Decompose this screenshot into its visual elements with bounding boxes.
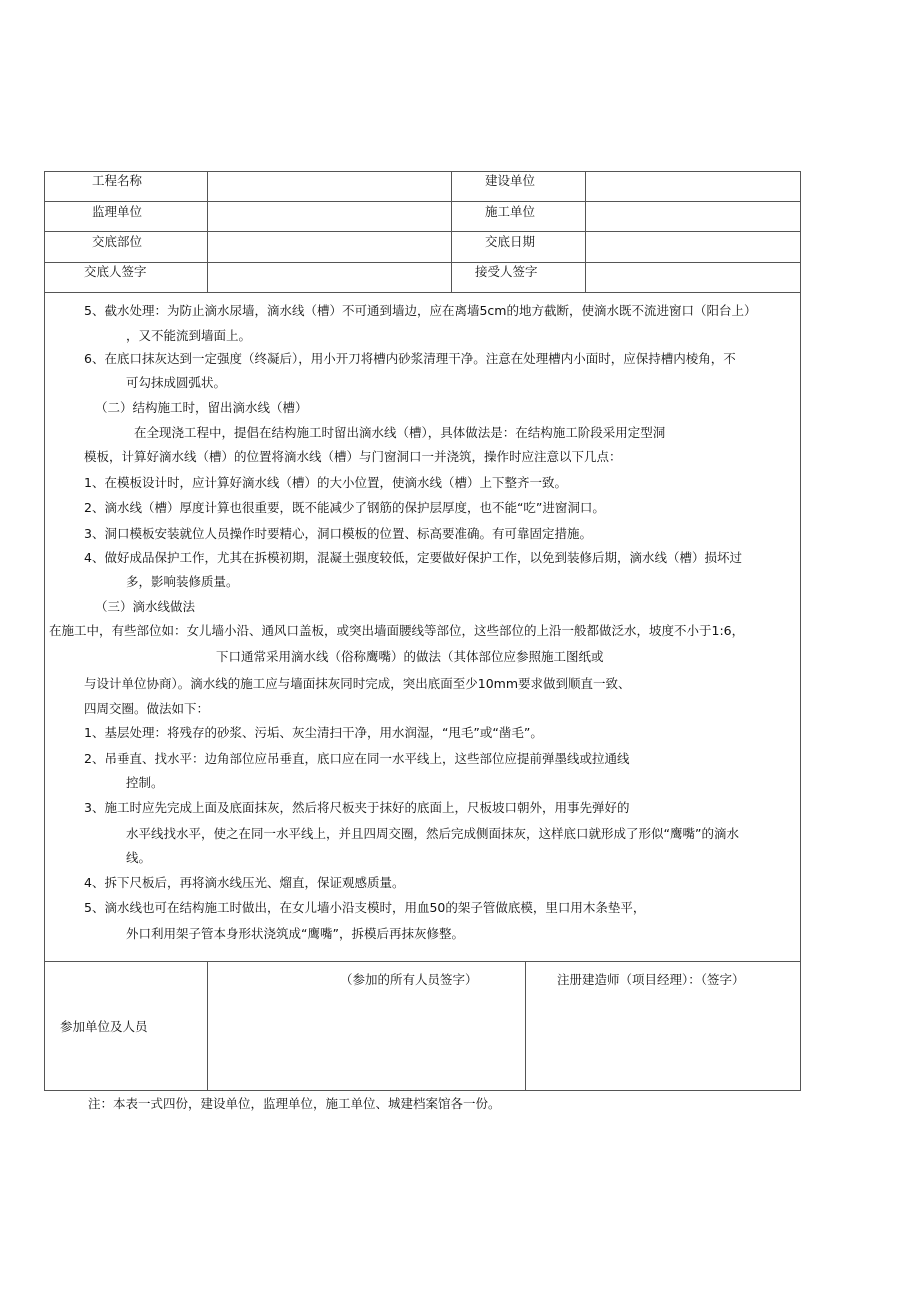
row-divider <box>44 201 801 202</box>
body-line: 3、洞口模板安装就位人员操作时要精心，洞口模板的位置、标高要准确。有可靠固定措施。 <box>84 526 592 541</box>
handover-signer-label: 交底人签字 <box>84 264 147 279</box>
section-heading: （三）滴水线做法 <box>95 599 196 614</box>
body-line: 在全现浇工程中，提倡在结构施工时留出滴水线（槽），具体做法是：在结构施工阶段采用定型洞 <box>134 425 666 440</box>
footer-top-divider <box>44 961 801 962</box>
section-heading: （二）结构施工时，留出滴水线（槽） <box>95 400 308 415</box>
body-line: 线。 <box>126 850 152 865</box>
body-line: 4、做好成品保护工作，尤其在拆模初期，混凝土强度较低，定要做好保护工作，以免到装修后期，滴水线（槽）损坏过 <box>84 550 742 565</box>
body-line: 2、滴水线（槽）厚度计算也很重要，既不能减少了钢筋的保护层厚度，也不能“吃”进窗洞口。 <box>84 500 605 515</box>
body-line: 2、吊垂直、找水平：边角部位应吊垂直，底口应在同一水平线上，这些部位应提前弹墨线或拉通线 <box>84 751 630 766</box>
body-line: 外口利用架子管本身形状浇筑成“鹰嘴”，拆模后再抹灰修整。 <box>126 926 464 941</box>
body-line: ，又不能流到墙面上。 <box>126 328 252 343</box>
body-line: 1、在模板设计时，应计算好滴水线（槽）的大小位置，使滴水线（槽）上下整齐一致。 <box>84 475 567 490</box>
col-divider <box>207 961 208 1091</box>
body-line: 可勾抹成圆弧状。 <box>126 375 227 390</box>
construction-unit-label: 建设单位 <box>485 173 536 188</box>
row-divider <box>44 231 801 232</box>
project-name-label: 工程名称 <box>92 173 143 188</box>
engineer-sign-label: 注册建造师（项目经理）：（签字） <box>557 972 745 987</box>
body-line: 控制。 <box>126 775 164 790</box>
header-bottom-divider <box>44 292 801 293</box>
body-line: 在施工中，有些部位如：女儿墙小沿、通风口盖板，或突出墙面腰线等部位，这些部位的上沿一般都做泛水，坡度不小于1:6， <box>49 623 745 638</box>
col-divider <box>585 171 586 292</box>
col-divider <box>525 961 526 1091</box>
body-line: 5、截水处理：为防止滴水尿墙，滴水线（槽）不可通到墙边，应在离墙5cm的地方截断，使滴水既不流进窗口（阳台上） <box>84 303 757 318</box>
body-line: 5、滴水线也可在结构施工时做出，在女儿墙小沿支模时，用血50的架子管做底模，里口用木条垫平， <box>84 900 646 915</box>
participants-label: 参加单位及人员 <box>60 1019 148 1034</box>
all-sign-label: （参加的所有人员签字） <box>340 972 478 987</box>
body-line: 3、施工时应先完成上面及底面抹灰，然后将尺板夹于抹好的底面上，尺板坡口朝外，用事先弹好的 <box>84 800 630 815</box>
receiver-signer-label: 接受人签字 <box>475 264 538 279</box>
body-line: 4、拆下尺板后，再将滴水线压光、熘直，保证观感质量。 <box>84 875 405 890</box>
body-line: 下口通常采用滴水线（俗称鹰嘴）的做法（其体部位应参照施工图纸或 <box>216 649 604 664</box>
body-line: 与设计单位协商）。滴水线的施工应与墙面抹灰同时完成，突出底面至少10mm要求做到顺直一致、 <box>84 676 631 691</box>
handover-date-label: 交底日期 <box>485 234 536 249</box>
form-note: 注：本表一式四份，建设单位，监理单位，施工单位、城建档案馆各一份。 <box>88 1096 501 1111</box>
col-divider <box>207 171 208 292</box>
body-line: 模板，计算好滴水线（槽）的位置将滴水线（槽）与门窗洞口一并浇筑，操作时应注意以下几点： <box>84 449 622 464</box>
body-line: 四周交圈。做法如下： <box>84 701 210 716</box>
body-line: 多，影响装修质量。 <box>126 574 239 589</box>
body-line: 水平线找水平，使之在同一水平线上，并且四周交圈，然后完成侧面抹灰，这样底口就形成了形似“鹰嘴”的滴水 <box>126 826 739 841</box>
row-divider <box>44 262 801 263</box>
col-divider <box>451 171 452 292</box>
supervision-unit-label: 监理单位 <box>92 204 143 219</box>
contractor-unit-label: 施工单位 <box>485 204 536 219</box>
body-line: 1、基层处理：将残存的砂浆、污垢、灰尘清扫干净，用水润湿，“甩毛”或“凿毛”。 <box>84 725 543 740</box>
body-line: 6、在底口抹灰达到一定强度（终凝后），用小开刀将槽内砂浆清理干净。注意在处理槽内小面时，应保持槽内棱角，不 <box>84 351 736 366</box>
handover-location-label: 交底部位 <box>92 234 143 249</box>
